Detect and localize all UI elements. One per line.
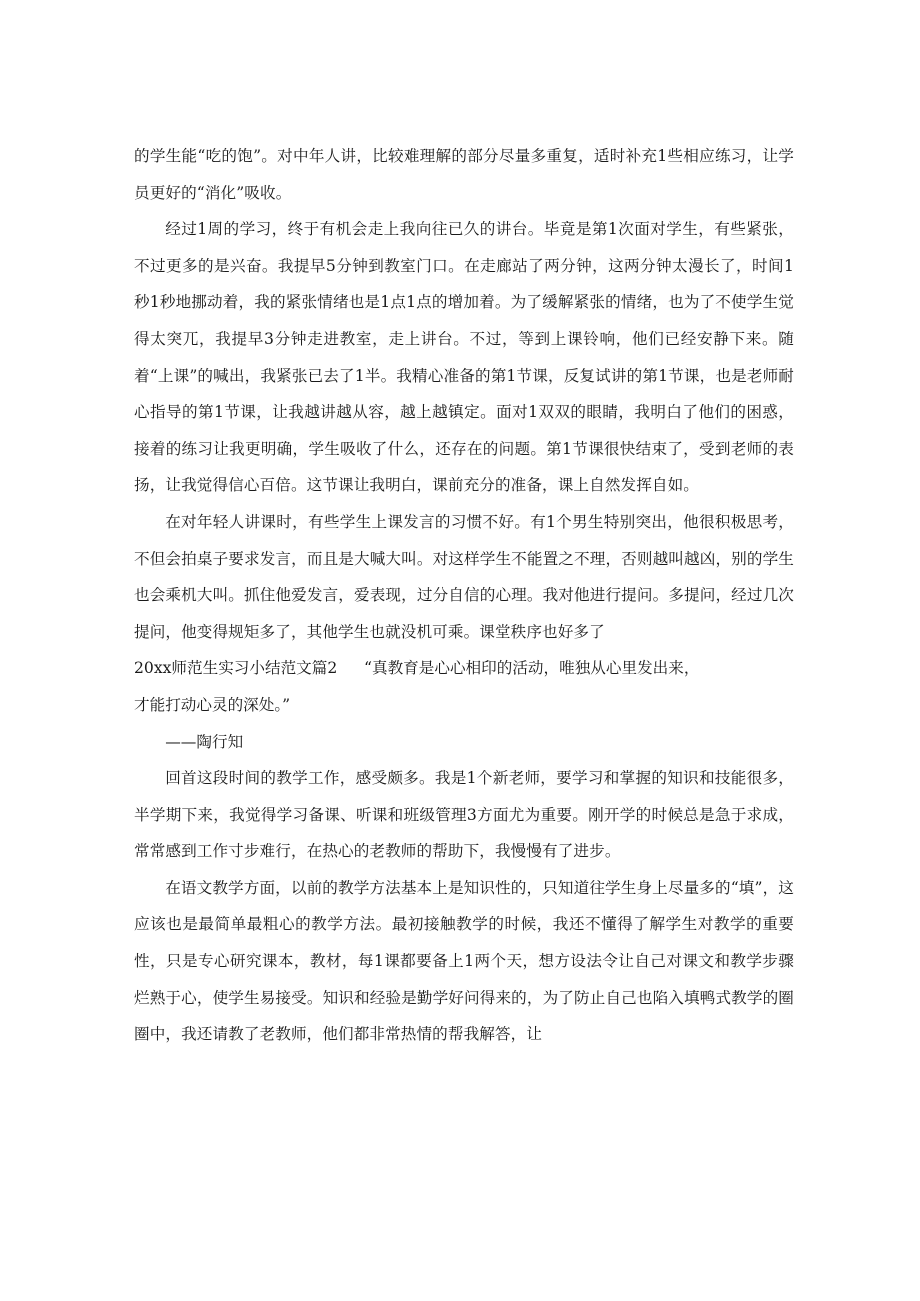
paragraph-continuation: 的学生能“吃的饱”。对中年人讲，比较难理解的部分尽量多重复，适时补充1些相应练习，让学员更好的“消化”吸收。 bbox=[134, 147, 794, 202]
quote-line-1: “真教育是心心相印的活动，唯独从心里发出来， bbox=[364, 659, 700, 678]
quote-line-2: 才能打动心灵的深处。” bbox=[134, 695, 291, 714]
paragraph-reflection: 回首这段时间的教学工作，感受颇多。我是1个新老师，要学习和掌握的知识和技能很多，半学期下来，我觉得学习备课、听课和班级管理3方面尤为重要。刚开学的时候总是急于求成，常常感到工作寸步难行，在热心的老教师的帮助下，我慢慢有了进步。 bbox=[134, 769, 794, 861]
section-title: 20xx师范生实习小结范文篇2 bbox=[134, 659, 338, 678]
document-page bbox=[134, 138, 794, 1053]
paragraph-chinese-teaching: 在语文教学方面，以前的教学方法基本上是知识性的，只知道往学生身上尽量多的“填”，这应该也是最简单最粗心的教学方法。最初接触教学的时候，我还不懂得了解学生对教学的重要性，只是专心研究课本，教材，每1课都要备上1两个天，想方设法令让自己对课文和教学步骤烂熟于心，使学生易接受。知识和经验是勤学好问得来的，为了防止自己也陷入填鸭式教学的圈圈中，我还请教了老教师，他们都非常热情的帮我解答，让 bbox=[134, 878, 794, 1044]
quote-author: ——陶行知 bbox=[165, 732, 244, 751]
section-heading-line bbox=[134, 650, 794, 687]
paragraph-first-lecture: 经过1周的学习，终于有机会走上我向往已久的讲台。毕竟是第1次面对学生，有些紧张，不过更多的是兴奋。我提早5分钟到教室门口。在走廊站了两分钟，这两分钟太漫长了，时间1秒1秒地挪动着，我的紧张情绪也是1点1点的增加着。为了缓解紧张的情绪，也为了不使学生觉得太突兀，我提早3分钟走进教室，走上讲台。不过，等到上课铃响，他们已经安静下来。随着“上课”的喊出，我紧张已去了1半。我精心准备的第1节课，反复试讲的第1节课，也是老师耐心指导的第1节课，让我越讲越从容，越上越镇定。面对1双双的眼睛，我明白了他们的困惑，接着的练习让我更明确，学生吸收了什么，还存在的问题。第1节课很快结束了，受到老师的表扬，让我觉得信心百倍。这节课让我明白，课前充分的准备，课上自然发挥自如。 bbox=[134, 220, 794, 495]
paragraph-classroom-discipline: 在对年轻人讲课时，有些学生上课发言的习惯不好。有1个男生特别突出，他很积极思考，不但会拍桌子要求发言，而且是大喊大叫。对这样学生不能置之不理，否则越叫越凶，别的学生也会乘机大叫。抓住他爱发言，爱表现，过分自信的心理。我对他进行提问。多提问，经过几次提问，他变得规矩多了，其他学生也就没机可乘。课堂秩序也好多了 bbox=[134, 512, 794, 641]
